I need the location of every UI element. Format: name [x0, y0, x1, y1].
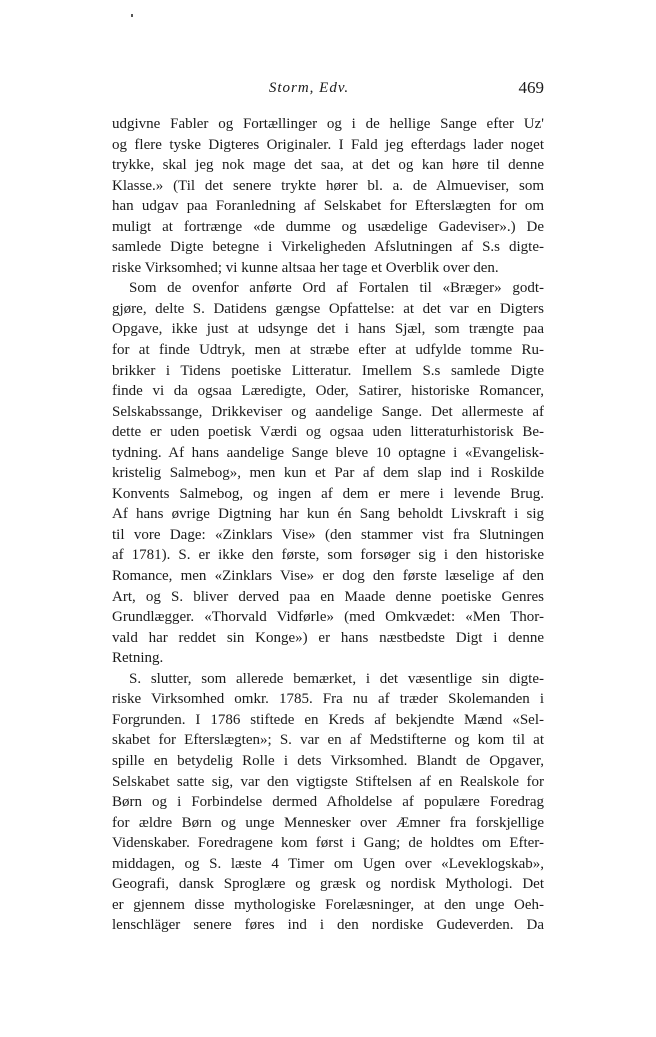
- text-line: Børn og i Forbindelse dermed Afholdelse af populære Foredrag: [112, 794, 544, 811]
- text-line: samlede Digte betegne i Virkeligheden Afslutningen af S.s digte-: [112, 239, 544, 256]
- text-line: for ældre Børn og unge Mennesker over Æmner fra forskjellige: [112, 814, 544, 831]
- text-line: til vore Dage: «Zinklars Vise» (den stammer vist fra Slutningen: [112, 526, 544, 543]
- text-line: skabet for Efterslægten»; S. var en af Medstifterne og kom til at: [112, 732, 544, 749]
- text-line: trykke, skal jeg nok mage det saa, at det og kan høre til denne: [112, 157, 544, 174]
- text-line: Romance, men «Zinklars Vise» er dog den første læselige af den: [112, 568, 544, 585]
- text-line: Forgrunden. I 1786 stiftede en Kreds af bekjendte Mænd «Sel-: [112, 711, 544, 728]
- text-line: Selskabssange, Drikkeviser og aandelige Sange. Det allermeste af: [112, 403, 544, 420]
- text-line: Klasse.» (Til det senere trykte hører bl. a. de Almueviser, som: [112, 177, 544, 194]
- paragraph: [112, 669, 544, 936]
- text-line: af 1781). S. er ikke den første, som forsøger sig i den historiske: [112, 547, 544, 564]
- page-header: [0, 78, 656, 102]
- text-line: Retning.: [112, 650, 164, 667]
- text-line: riske Virksomhed omkr. 1785. Fra nu af træder Skolemanden i: [112, 691, 544, 708]
- text-line: tydning. Af hans aandelige Sange bleve 10 optagne i «Evangelisk-: [112, 444, 544, 461]
- text-line: muligt at fortrænge «de dumme og usædelige Gadeviser».) De: [112, 218, 544, 235]
- text-line: S. slutter, som allerede bemærket, i det væsentlige sin digte-: [129, 670, 544, 687]
- text-line: Geografi, dansk Sproglære og græsk og nordisk Mythologi. Det: [112, 876, 544, 893]
- text-line: Konvents Salmebog, og ingen af dem er mere i levende Brug.: [112, 485, 544, 502]
- text-line: og flere tyske Digteres Originaler. I Fald jeg efterdags lader noget: [112, 136, 544, 153]
- paragraph: [112, 278, 544, 668]
- running-head: Storm, Edv.: [268, 80, 350, 96]
- paragraph: [112, 114, 544, 278]
- text-line: kristelig Salmebog», men kun et Par af dem slap ind i Roskilde: [112, 465, 544, 482]
- text-line: gjøre, delte S. Datidens gængse Opfattelse: at det var en Digters: [112, 300, 544, 317]
- text-line: er gjennem disse mythologiske Forelæsninger, at den unge Oeh-: [112, 896, 544, 913]
- page-number: 469: [518, 78, 544, 97]
- text-line: middagen, og S. læste 4 Timer om Ugen over «Leveklogskab»,: [112, 855, 544, 872]
- text-line: Videnskaber. Foredragene kom først i Gang; de holdtes om Efter-: [112, 835, 544, 852]
- text-line: vald har reddet sin Konge») er hans næstbedste Digt i denne: [112, 629, 544, 646]
- text-line: riske Virksomhed; vi kunne altsaa her tage et Overblik over den.: [112, 259, 499, 276]
- text-line: han udgav paa Foranledning af Selskabet for Efterslægten for om: [112, 198, 544, 215]
- text-line: spille en betydelig Rolle i dets Virksomhed. Blandt de Opgaver,: [112, 752, 544, 769]
- text-line: finde vi da ogsaa Læredigte, Oder, Satirer, historiske Romancer,: [112, 383, 544, 400]
- text-line: Grundlægger. «Thorvald Vidførle» (med Omkvædet: «Men Thor-: [112, 609, 544, 626]
- body-text: [112, 114, 544, 936]
- printing-mark: [131, 14, 133, 17]
- text-line: udgivne Fabler og Fortællinger og i de hellige Sange efter Uz': [112, 116, 544, 132]
- text-line: Art, og S. bliver derved paa en Maade denne poetiske Genres: [112, 588, 544, 605]
- text-line: Selskabet satte sig, var den vigtigste Stiftelsen af en Realskole for: [112, 773, 544, 790]
- text-line: brikker i Tidens poetiske Litteratur. Imellem S.s samlede Digte: [112, 362, 544, 379]
- text-line: for at finde Udtryk, men at stræbe efter at udfylde tomme Ru-: [112, 342, 544, 359]
- text-line: lenschläger senere føres ind i den nordiske Gudeverden. Da: [112, 917, 544, 934]
- text-line: dette er uden poetisk Værdi og ogsaa uden litteraturhistorisk Be-: [112, 424, 544, 441]
- text-line: Af hans øvrige Digtning har kun én Sang beholdt Livskraft i sig: [112, 506, 544, 523]
- text-line: Opgave, ikke just at udsynge det i hans Sjæl, som trængte paa: [112, 321, 544, 338]
- text-line: Som de ovenfor anførte Ord af Fortalen til «Bræger» godt-: [129, 280, 544, 297]
